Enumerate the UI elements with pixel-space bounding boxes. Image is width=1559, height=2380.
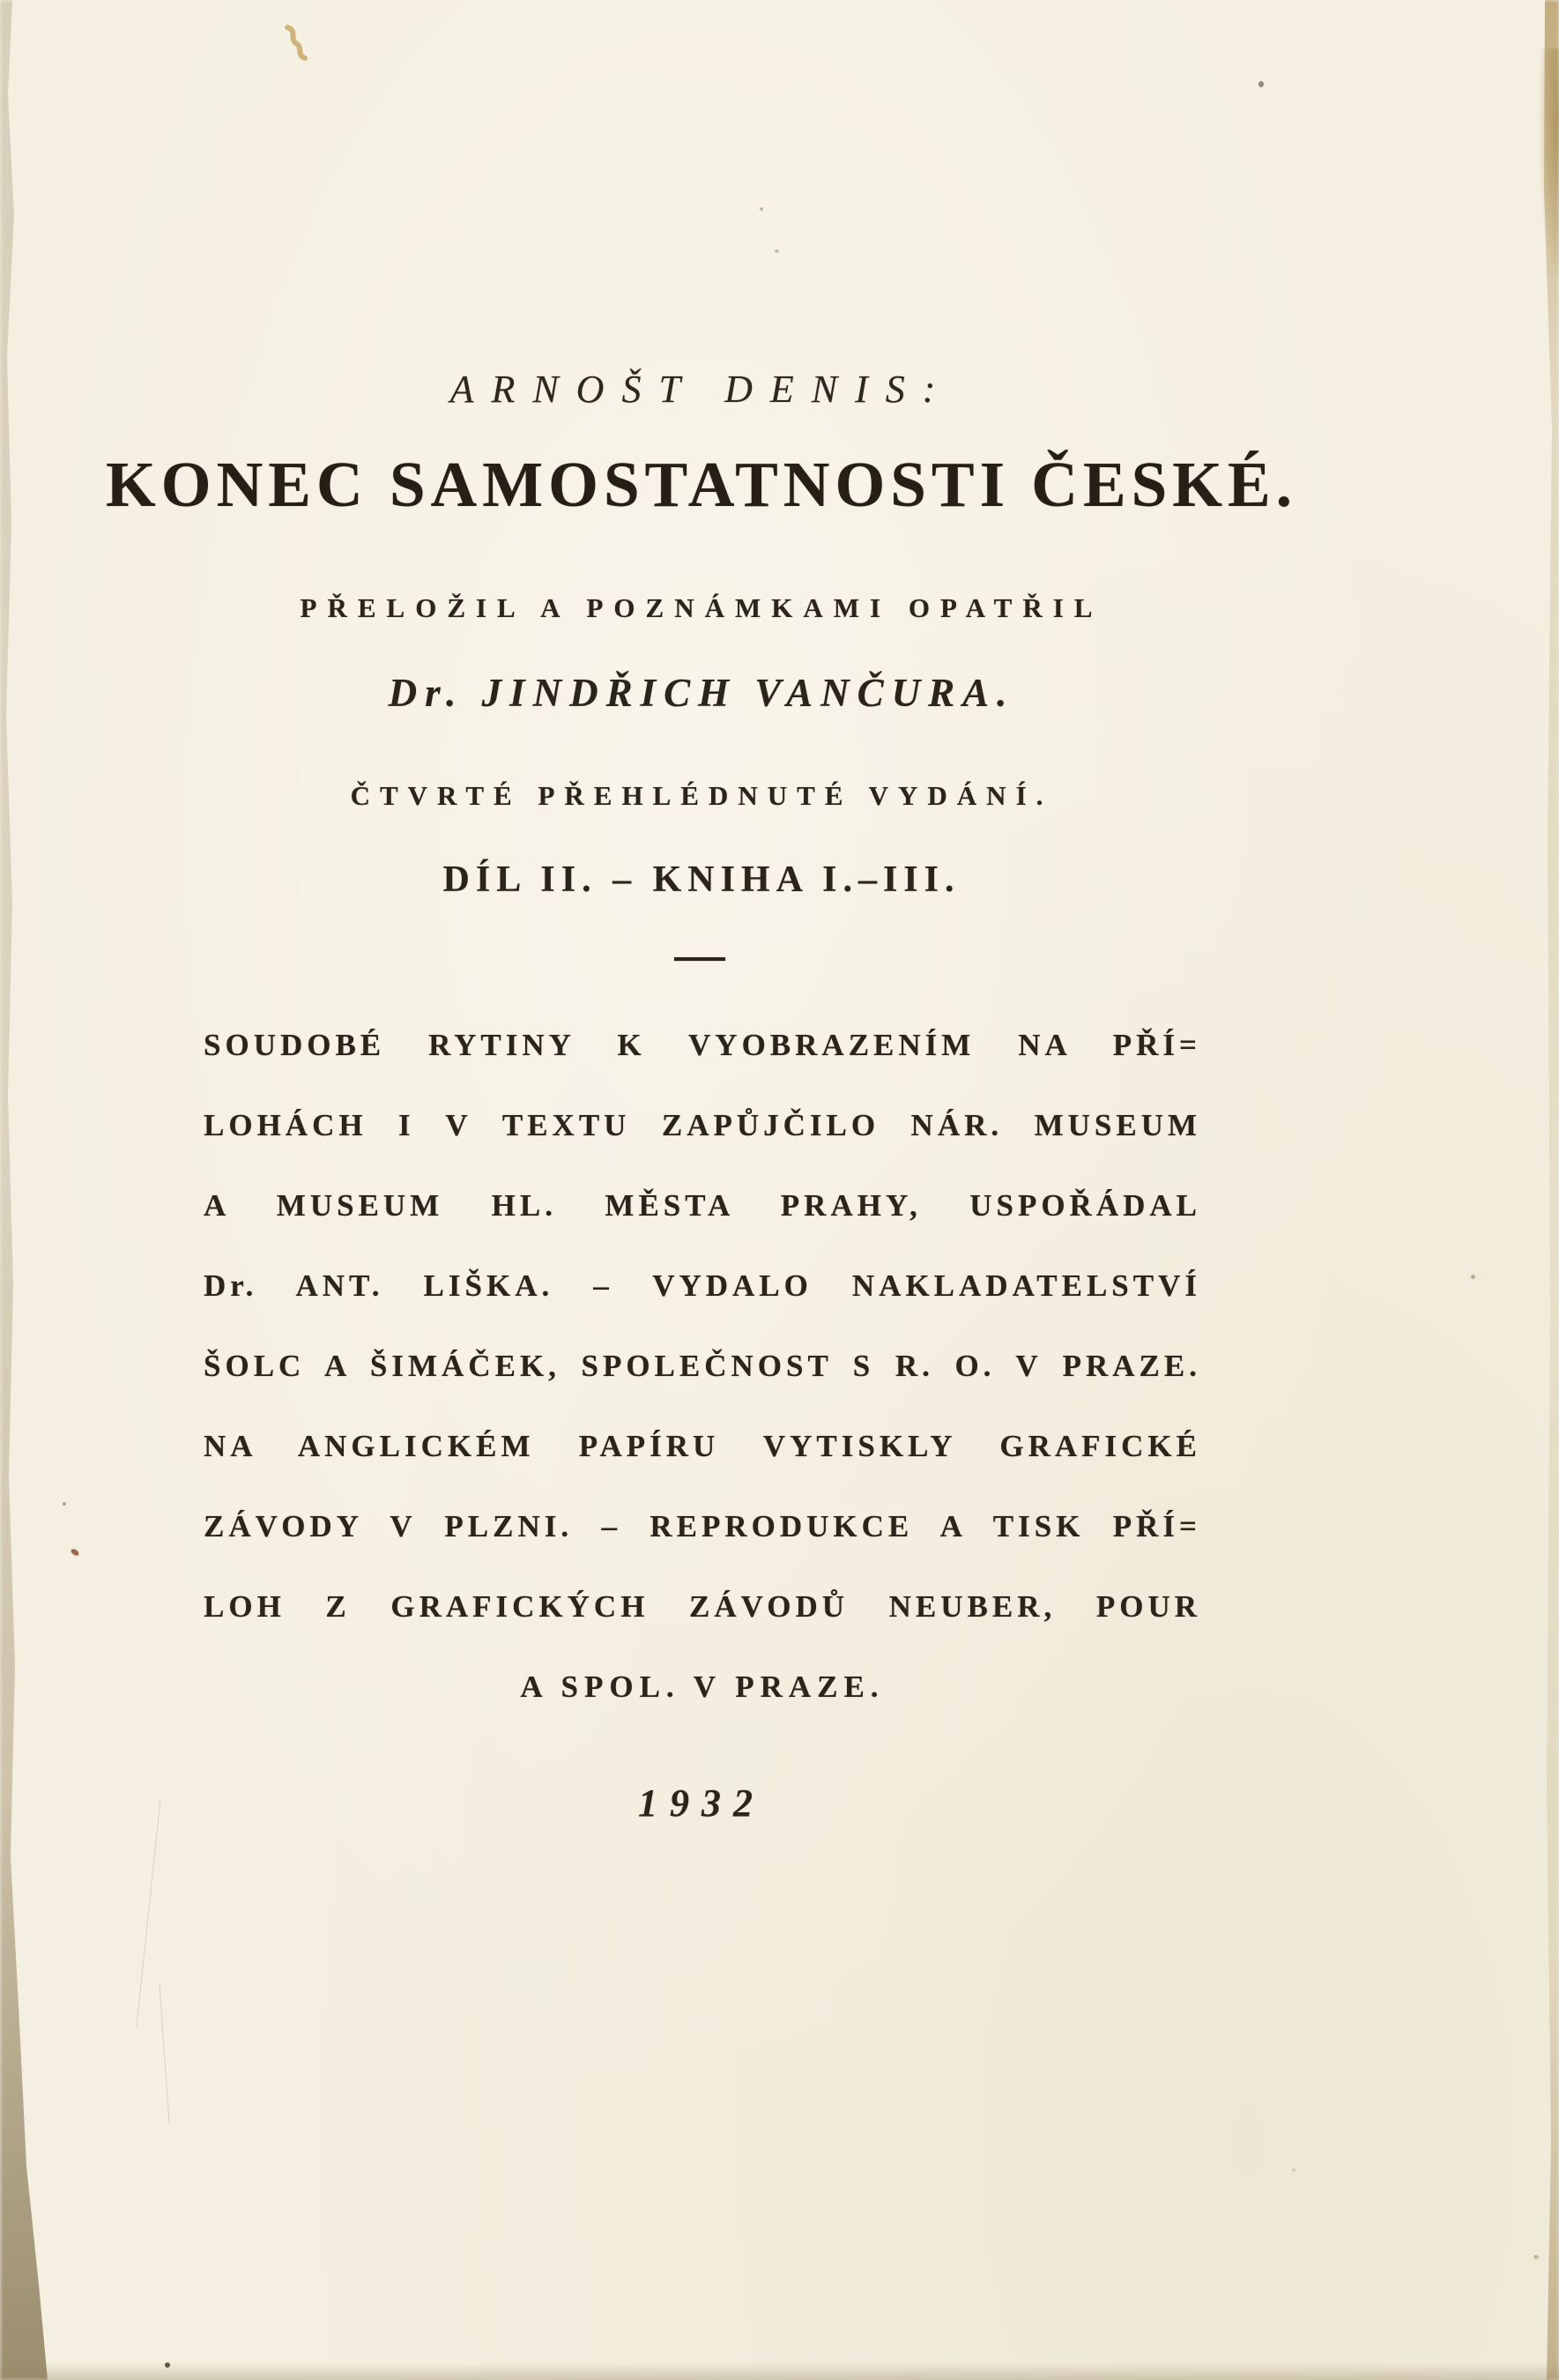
book-title: KONEC SAMOSTATNOSTI ČESKÉ. xyxy=(106,449,1297,520)
page-bottom-edge-shadow xyxy=(0,2362,1559,2380)
imprint-line: ZÁVODY V PLZNI. – REPRODUKCE A TISK PŘÍ= xyxy=(204,1509,1201,1543)
edition-note: ČTVRTÉ PŘEHLÉDNUTÉ VYDÁNÍ. xyxy=(350,780,1053,811)
section-divider xyxy=(674,957,725,961)
imprint-line: LOH Z GRAFICKÝCH ZÁVODŮ NEUBER, POUR xyxy=(204,1589,1201,1624)
translator-name: Dr. JINDŘICH VANČURA. xyxy=(388,671,1015,715)
publication-year: 1932 xyxy=(638,1781,765,1825)
imprint-line: LOHÁCH I V TEXTU ZAPŮJČILO NÁR. MUSEUM xyxy=(204,1108,1201,1142)
imprint-line: A SPOL. V PRAZE. xyxy=(520,1670,885,1704)
page-right-edge-shadow xyxy=(1536,0,1559,2380)
imprint-line: SOUDOBÉ RYTINY K VYOBRAZENÍM NA PŘÍ= xyxy=(204,1028,1201,1062)
page-corner-stain xyxy=(1540,48,1559,278)
paper-speck xyxy=(63,1502,66,1506)
paper-crease xyxy=(159,1983,169,2124)
volume-note: DÍL II. – KNIHA I.–III. xyxy=(442,859,961,900)
page-left-edge-shadow xyxy=(0,0,53,2380)
paper-speck xyxy=(1471,1275,1475,1279)
paper-speck xyxy=(1533,2255,1539,2259)
paper-speck xyxy=(775,249,779,253)
paper-fiber-mark xyxy=(280,25,312,62)
paper-crease xyxy=(136,1799,160,2027)
author-line: ARNOŠT DENIS: xyxy=(449,368,954,411)
imprint-line: A MUSEUM HL. MĚSTA PRAHY, USPOŘÁDAL xyxy=(204,1188,1201,1223)
imprint-paragraph xyxy=(204,1005,1201,1727)
paper-speck xyxy=(1258,81,1264,87)
translated-note: PŘELOŽIL A POZNÁMKAMI OPATŘIL xyxy=(300,592,1103,623)
paper-speck xyxy=(1292,2168,1295,2172)
imprint-line: ŠOLC A ŠIMÁČEK, SPOLEČNOST S R. O. V PRAZE. xyxy=(204,1349,1201,1383)
paper-speck xyxy=(760,207,763,211)
imprint-line: NA ANGLICKÉM PAPÍRU VYTISKLY GRAFICKÉ xyxy=(204,1429,1201,1463)
paper-speck xyxy=(70,1548,80,1558)
imprint-line: Dr. ANT. LIŠKA. – VYDALO NAKLADATELSTVÍ xyxy=(204,1268,1201,1303)
paper-speck xyxy=(165,2362,170,2368)
